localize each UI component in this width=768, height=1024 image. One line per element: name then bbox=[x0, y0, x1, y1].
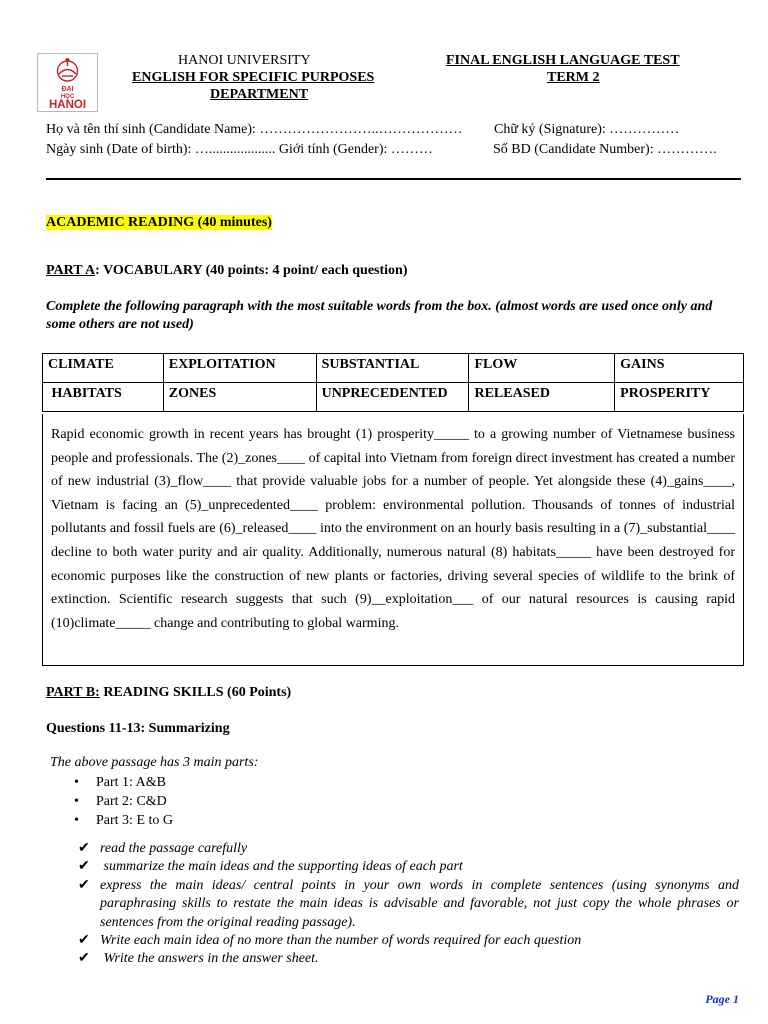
checkmark-icon: ✔ bbox=[78, 859, 90, 875]
word-box-cell: EXPLOITATION bbox=[163, 354, 316, 383]
section-title bbox=[46, 213, 272, 231]
bullet-icon: • bbox=[74, 813, 79, 828]
hanoi-university-logo-icon bbox=[38, 54, 97, 111]
date-of-birth-field[interactable]: Ngày sinh (Date of birth): …................... Giới tính (Gender): ……… bbox=[46, 142, 433, 157]
instructions-checklist bbox=[78, 840, 739, 969]
checkmark-icon: ✔ bbox=[78, 933, 90, 949]
part-1-label: Part 1: A&B bbox=[96, 775, 167, 790]
candidate-number-field[interactable]: Số BD (Candidate Number): …………. bbox=[493, 142, 717, 157]
word-box-cell: SUBSTANTIAL bbox=[316, 354, 469, 383]
part-a-heading bbox=[46, 263, 408, 279]
word-box-cell: HABITATS bbox=[43, 383, 164, 412]
term-label: TERM 2 bbox=[547, 70, 600, 85]
page-number: Page 1 bbox=[705, 992, 739, 1006]
part-2-label: Part 2: C&D bbox=[96, 794, 167, 809]
list-item bbox=[74, 792, 173, 811]
reading-passage: Rapid economic growth in recent years has brought (1) prosperity_____ to a growing number of Vietnamese business people and professionals. The (2)_zones____ of capital into Vietnam from foreign direct investment has created a number of new industrial (3)_flow____ that provide valuable jobs for a number of people. Yet alongside these (4)_gains____, Vietnam is facing an (5)_unprecedented____ problem: environmental pollution. Thousands of tonnes of industrial pollutants and fossil fuels are (6)_released____ into the environment on an hourly basis resulting in a (7)_substantial____ decline to both water purity and air quality. Additionally, numerous natural (8) habitats_____ have been destroyed for economic purposes like the construction of new plants or factories, driving several species of wildlife to the brink of extinction. Scientific research suggests that such (9)__exploitation___ of our natural resources is causing rapid (10)climate_____ change and contributing to global warming. bbox=[42, 414, 744, 666]
part-b-heading bbox=[46, 685, 291, 701]
candidate-name-field[interactable]: Họ và tên thí sinh (Candidate Name): ……………………..……………… bbox=[46, 122, 463, 137]
questions-title: Questions 11-13: Summarizing bbox=[46, 721, 230, 736]
svg-text:ĐẠI: ĐẠI bbox=[61, 86, 74, 93]
svg-text:HANOI: HANOI bbox=[48, 99, 87, 111]
list-item bbox=[74, 773, 173, 792]
checklist-item bbox=[78, 858, 739, 876]
parts-intro: The above passage has 3 main parts: bbox=[50, 755, 259, 770]
checklist-text: read the passage carefully bbox=[100, 841, 248, 856]
word-box-cell: RELEASED bbox=[469, 383, 615, 412]
checklist-text: Write the answers in the answer sheet. bbox=[100, 951, 319, 967]
part-b-title: READING SKILLS (60 Points) bbox=[99, 685, 292, 700]
list-item bbox=[74, 811, 173, 830]
checklist-text: Write each main idea of no more than the number of words required for each question bbox=[100, 933, 582, 949]
checklist-item bbox=[78, 877, 739, 932]
checklist-text: express the main ideas/ central points in your own words in complete sentences (using synonyms and paraphrasing skills to restate the main ideas is advisable and favorable, not just copy the whole phrases or sentences from the original reading passage). bbox=[100, 877, 739, 930]
checklist-text: summarize the main ideas and the supporting ideas of each part bbox=[100, 859, 463, 875]
part-3-label: Part 3: E to G bbox=[96, 813, 173, 828]
part-b-label: PART B: bbox=[46, 685, 100, 700]
bullet-icon: • bbox=[74, 775, 79, 790]
part-a-instruction: Complete the following paragraph with the most suitable words from the box. (almost words are used once only and some others are not used) bbox=[46, 299, 713, 332]
word-box-cell: CLIMATE bbox=[43, 354, 164, 383]
svg-text:HỌC: HỌC bbox=[60, 94, 75, 100]
checkmark-icon: ✔ bbox=[78, 877, 90, 893]
section-title-text: ACADEMIC READING (40 minutes) bbox=[46, 215, 272, 230]
university-name: HANOI UNIVERSITY bbox=[178, 53, 311, 68]
department-line2: DEPARTMENT bbox=[210, 87, 309, 102]
checkmark-icon: ✔ bbox=[78, 951, 90, 967]
checkmark-icon: ✔ bbox=[78, 841, 90, 856]
part-a-title: : VOCABULARY (40 points: 4 point/ each question) bbox=[95, 263, 408, 278]
word-box-cell: ZONES bbox=[163, 383, 316, 412]
parts-list bbox=[74, 773, 173, 830]
word-box bbox=[42, 353, 744, 412]
word-box-cell: GAINS bbox=[615, 354, 744, 383]
checklist-item bbox=[78, 840, 739, 858]
word-box-cell: FLOW bbox=[469, 354, 615, 383]
university-logo bbox=[37, 53, 98, 112]
part-a-label: PART A bbox=[46, 263, 96, 278]
word-box-cell: UNPRECEDENTED bbox=[316, 383, 469, 412]
word-box-row bbox=[43, 354, 744, 383]
department-line1: ENGLISH FOR SPECIFIC PURPOSES bbox=[132, 70, 375, 85]
word-box-row bbox=[43, 383, 744, 412]
test-title: FINAL ENGLISH LANGUAGE TEST bbox=[446, 53, 680, 68]
header-divider bbox=[46, 178, 741, 180]
checklist-item bbox=[78, 932, 739, 950]
signature-field[interactable]: Chữ ký (Signature): …………… bbox=[494, 122, 680, 137]
checklist-item bbox=[78, 950, 739, 968]
word-box-cell: PROSPERITY bbox=[615, 383, 744, 412]
bullet-icon: • bbox=[74, 794, 79, 809]
